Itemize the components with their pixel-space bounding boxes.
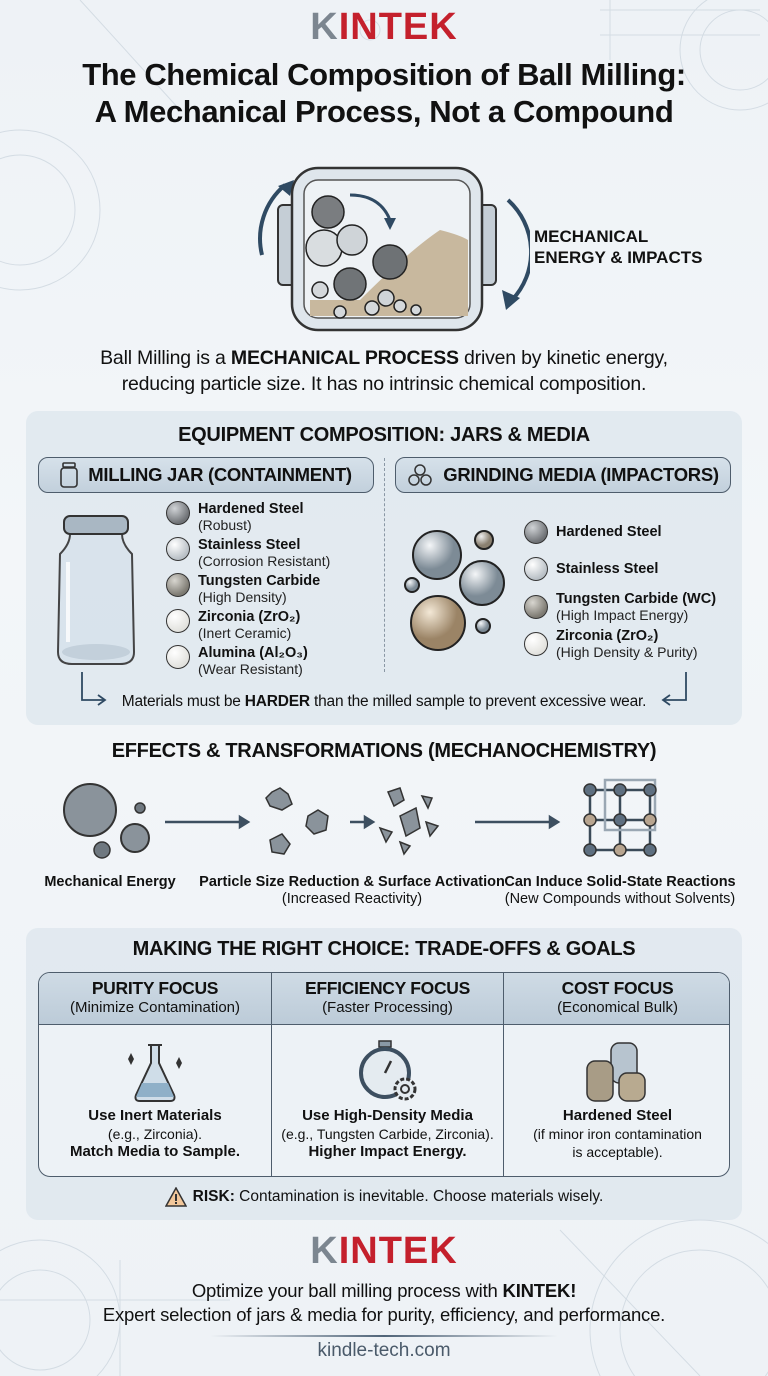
cta-line-2: Expert selection of jars & media for purity, efficiency, and performance. [102,1304,666,1325]
hero-label-line-1: MECHANICAL [534,227,649,246]
footer-cta [0,1279,768,1327]
media-material-item [524,513,716,550]
jar-material-item [166,537,330,573]
column-line-2: (if minor iron contamination [533,1126,702,1142]
effect-step-title: Particle Size Reduction & Surface Activation [199,874,505,890]
material-desc: (Inert Ceramic) [198,625,292,641]
note-bold: HARDER [244,693,310,710]
risk-label: RISK: [192,1188,235,1205]
flask-icon [120,1039,190,1105]
grinding-media-header-label: GRINDING MEDIA (IMPACTORS) [443,464,719,485]
column-line-3: Higher Impact Energy. [308,1143,467,1160]
media-material-item [524,628,716,665]
choice-title: MAKING THE RIGHT CHOICE: TRADE-OFFS & GOALS [132,938,636,960]
material-name: Stainless Steel [198,537,301,553]
grinding-balls-illustration [400,525,510,660]
intro-pre: Ball Milling is a [100,347,231,369]
jar-material-item [166,501,330,537]
logo-k-mark: K [310,6,339,48]
jar-material-item [166,573,330,609]
risk-text: Contamination is inevitable. Choose materials wisely. [234,1188,604,1205]
column-divider [384,458,385,672]
website-link[interactable]: kindle-tech.com [317,1340,451,1361]
intro-line-2: reducing particle size. It has no intrinsic chemical composition. [121,373,647,395]
balls-icon [407,464,433,486]
column-line-3: Match Media to Sample. [69,1143,241,1160]
material-name: Stainless Steel [556,560,659,577]
material-swatch-icon [166,573,190,597]
coin-stacks-icon [583,1039,653,1105]
logo-text: INTEK [338,6,458,48]
milling-jar-header [38,457,374,493]
material-swatch-icon [524,557,548,581]
material-name: Hardened Steel [556,523,662,540]
effect-step-subtitle: (Increased Reactivity) [281,891,423,907]
intro-text [0,345,768,397]
material-name: Zirconia (ZrO₂) [556,628,659,644]
equipment-title: EQUIPMENT COMPOSITION: JARS & MEDIA [178,424,590,446]
material-name: Zirconia (ZrO₂) [198,609,301,625]
material-desc: (Corrosion Resistant) [198,553,331,569]
hero-label [534,226,702,268]
stopwatch-gear-icon [353,1039,423,1105]
material-swatch-icon [524,520,548,544]
material-desc: (High Density) [198,589,287,605]
note-post: than the milled sample to prevent excessive wear. [309,693,647,710]
material-swatch-icon [166,645,190,669]
intro-bold: MECHANICAL PROCESS [230,347,459,369]
column-line-2: (e.g., Tungsten Carbide, Zirconia). [281,1126,494,1142]
effect-step-title: Can Induce Solid-State Reactions [504,874,736,890]
material-swatch-icon [166,537,190,561]
column-line-1: Hardened Steel [562,1107,673,1124]
brand-logo-top [0,6,768,49]
effects-title: EFFECTS & TRANSFORMATIONS (MECHANOCHEMISTRY) [111,740,657,762]
intro-post: driven by kinetic energy, [458,347,668,369]
media-material-item [524,550,716,587]
effect-step-title: Mechanical Energy [44,874,176,890]
risk-warning [0,1187,768,1207]
material-name: Hardened Steel [198,501,304,517]
spheres-icon [64,784,149,858]
efficiency-column [271,973,503,1176]
column-line-1: Use High-Density Media [302,1107,473,1124]
note-pre: Materials must be [121,693,245,710]
hero-label-line-2: ENERGY & IMPACTS [534,248,703,267]
material-name: Tungsten Carbide (WC) [556,591,717,607]
jar-materials-list [166,501,330,681]
page-title [0,56,768,130]
material-name: Alumina (Al₂O₃) [198,645,308,661]
effect-step-2 [198,874,506,908]
material-swatch-icon [524,595,548,619]
footer-divider [210,1335,558,1337]
effect-step-1 [30,874,190,891]
material-swatch-icon [166,501,190,525]
logo-text: INTEK [338,1230,458,1272]
brand-logo-bottom [0,1230,768,1273]
title-line-1: The Chemical Composition of Ball Milling: [82,57,686,92]
ball-mill-jar-icon [240,160,530,340]
effect-step-3 [500,874,740,908]
jar-material-item [166,609,330,645]
column-line-1: Use Inert Materials [88,1107,222,1124]
cta-bold: KINTEK! [502,1280,577,1301]
glass-jar-illustration [52,512,140,672]
column-header: COST FOCUS [561,978,674,998]
cost-column [503,973,730,1176]
media-material-item [524,591,716,628]
jar-icon [60,462,78,488]
column-line-2: (e.g., Zirconia). [107,1126,203,1142]
material-swatch-icon [166,609,190,633]
material-desc: (Wear Resistant) [198,661,303,677]
material-desc: (High Density & Purity) [556,644,698,660]
milling-jar-header-label: MILLING JAR (CONTAINMENT) [88,464,352,485]
effect-step-subtitle: (New Compounds without Solvents) [504,891,736,907]
column-subheader: (Minimize Contamination) [69,999,241,1016]
logo-k-mark: K [310,1230,339,1272]
column-header: PURITY FOCUS [91,978,219,998]
column-line-3: is acceptable). [572,1144,663,1160]
effects-flow-diagram [60,778,720,868]
warning-icon [165,1187,187,1207]
title-line-2: A Mechanical Process, Not a Compound [94,94,674,129]
material-desc: (High Impact Energy) [556,607,689,623]
media-materials-list [524,513,716,665]
material-desc: (Robust) [198,517,252,533]
purity-column [39,973,271,1176]
tradeoffs-table [38,972,730,1177]
grinding-media-header [395,457,731,493]
material-swatch-icon [524,632,548,656]
hardness-note [0,693,768,711]
material-name: Tungsten Carbide [198,573,321,589]
column-subheader: (Faster Processing) [322,999,453,1016]
cta-pre: Optimize your ball milling process with [191,1280,503,1301]
column-header: EFFICIENCY FOCUS [304,978,471,998]
column-subheader: (Economical Bulk) [557,999,678,1016]
